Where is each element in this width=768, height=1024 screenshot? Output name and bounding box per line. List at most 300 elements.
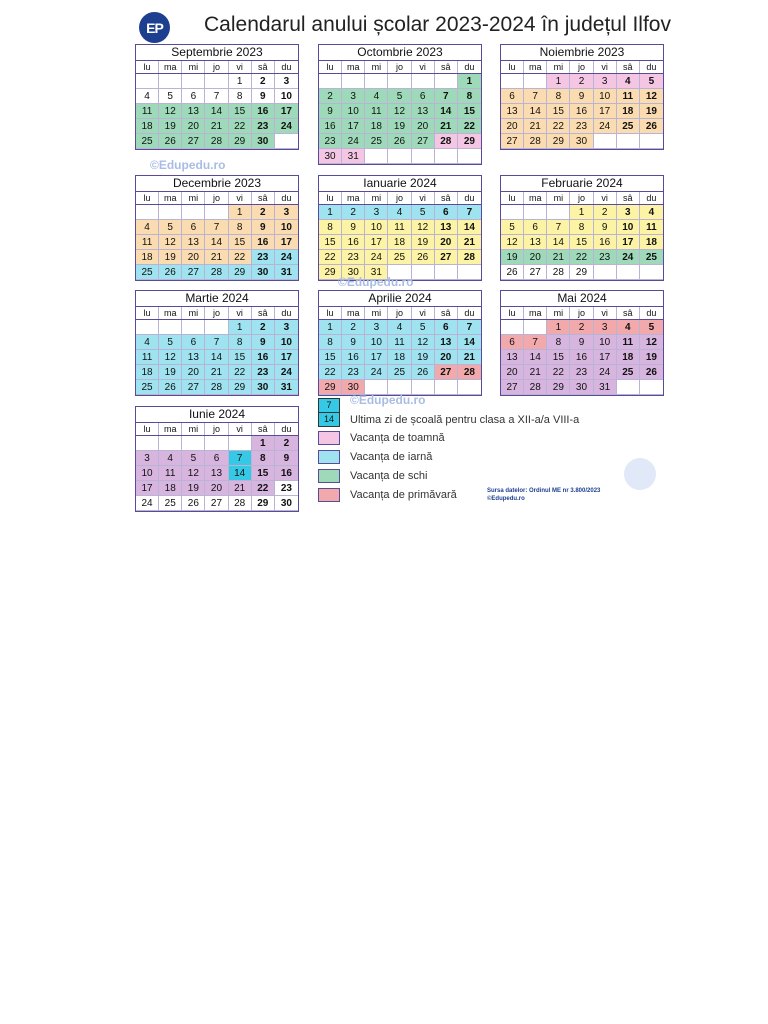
day-cell: 1 — [252, 436, 275, 451]
day-cell: 19 — [388, 119, 411, 134]
day-cell — [182, 320, 205, 335]
weekday-label: lu — [136, 192, 159, 204]
day-cell: 28 — [435, 134, 458, 149]
day-cell: 14 — [458, 220, 481, 235]
day-cell — [458, 149, 481, 164]
day-cell: 23 — [570, 365, 593, 380]
day-cell: 10 — [365, 220, 388, 235]
edupedu-logo: EP — [139, 12, 170, 43]
day-cell: 6 — [501, 335, 524, 350]
weekday-label: ma — [342, 307, 365, 319]
day-cell: 28 — [458, 365, 481, 380]
weekday-label: vi — [412, 61, 435, 73]
day-cell: 6 — [412, 89, 435, 104]
day-cell: 25 — [388, 365, 411, 380]
day-cell: 27 — [435, 250, 458, 265]
day-cell: 21 — [524, 119, 547, 134]
day-cell: 29 — [229, 265, 252, 280]
day-cell: 15 — [319, 235, 342, 250]
day-cell: 21 — [435, 119, 458, 134]
day-cell: 7 — [205, 89, 228, 104]
day-cell: 9 — [594, 220, 617, 235]
day-cell: 28 — [547, 265, 570, 280]
day-cell: 11 — [640, 220, 663, 235]
day-cell: 28 — [524, 380, 547, 395]
page-title: Calendarul anului școlar 2023-2024 în județul Ilfov — [204, 13, 671, 36]
day-cell: 31 — [275, 380, 298, 395]
day-cell: 15 — [252, 466, 275, 481]
legend-autumn: Vacanța de toamnă — [350, 432, 445, 444]
weekday-header — [136, 192, 298, 205]
day-cell — [159, 74, 182, 89]
day-cell: 2 — [342, 320, 365, 335]
day-cell: 16 — [275, 466, 298, 481]
day-cell: 30 — [275, 496, 298, 511]
weekday-label: sâ — [617, 307, 640, 319]
day-cell: 13 — [501, 104, 524, 119]
day-grid — [501, 74, 663, 149]
day-cell: 20 — [412, 119, 435, 134]
weekday-label: ma — [159, 61, 182, 73]
day-cell: 15 — [570, 235, 593, 250]
weekday-label: vi — [229, 423, 252, 435]
day-cell — [617, 380, 640, 395]
day-cell: 27 — [501, 134, 524, 149]
weekday-label: sâ — [435, 307, 458, 319]
day-cell: 26 — [159, 265, 182, 280]
last-day-swatch — [318, 398, 340, 427]
day-cell: 15 — [547, 350, 570, 365]
day-cell: 13 — [412, 104, 435, 119]
day-cell: 23 — [594, 250, 617, 265]
weekday-label: du — [464, 193, 475, 203]
weekday-label: mi — [365, 307, 388, 319]
day-cell — [229, 436, 252, 451]
day-cell: 17 — [275, 104, 298, 119]
day-cell: 19 — [412, 235, 435, 250]
weekday-label: sâ — [617, 61, 640, 73]
day-cell: 23 — [252, 250, 275, 265]
weekday-label: du — [281, 424, 292, 434]
day-cell: 13 — [182, 235, 205, 250]
day-cell: 17 — [342, 119, 365, 134]
day-cell: 8 — [458, 89, 481, 104]
day-cell: 14 — [205, 350, 228, 365]
weekday-label: ma — [524, 307, 547, 319]
source-note — [487, 487, 600, 503]
day-cell: 4 — [136, 220, 159, 235]
day-cell — [136, 205, 159, 220]
day-cell: 29 — [547, 134, 570, 149]
day-cell: 7 — [229, 451, 252, 466]
day-cell: 6 — [182, 335, 205, 350]
weekday-label: mi — [547, 307, 570, 319]
day-cell: 27 — [412, 134, 435, 149]
day-cell: 10 — [594, 89, 617, 104]
day-cell — [275, 134, 298, 149]
day-cell: 30 — [570, 380, 593, 395]
day-cell: 1 — [229, 74, 252, 89]
day-cell: 28 — [524, 134, 547, 149]
day-cell: 18 — [136, 250, 159, 265]
day-cell — [435, 265, 458, 280]
day-cell: 4 — [617, 320, 640, 335]
day-cell: 15 — [229, 104, 252, 119]
day-cell: 30 — [342, 265, 365, 280]
day-cell: 10 — [594, 335, 617, 350]
day-cell: 22 — [319, 250, 342, 265]
day-grid — [136, 74, 298, 149]
day-cell: 16 — [252, 235, 275, 250]
day-cell: 15 — [229, 350, 252, 365]
day-cell — [342, 74, 365, 89]
day-cell — [388, 149, 411, 164]
day-cell: 26 — [412, 365, 435, 380]
day-cell: 7 — [458, 320, 481, 335]
day-grid — [319, 205, 481, 280]
day-cell: 2 — [275, 436, 298, 451]
day-cell — [205, 436, 228, 451]
day-cell: 26 — [159, 380, 182, 395]
month-title: Octombrie 2023 — [319, 45, 481, 61]
day-cell: 26 — [640, 365, 663, 380]
day-cell — [365, 149, 388, 164]
day-cell: 13 — [182, 104, 205, 119]
day-cell: 9 — [252, 220, 275, 235]
day-cell — [640, 134, 663, 149]
day-cell: 2 — [252, 205, 275, 220]
day-cell: 4 — [388, 205, 411, 220]
day-cell: 29 — [229, 134, 252, 149]
day-cell: 10 — [365, 335, 388, 350]
day-cell: 12 — [412, 335, 435, 350]
day-cell: 13 — [205, 466, 228, 481]
weekday-header — [501, 307, 663, 320]
day-cell: 14 — [458, 335, 481, 350]
day-cell: 20 — [182, 250, 205, 265]
day-cell: 24 — [617, 250, 640, 265]
day-cell: 23 — [342, 365, 365, 380]
day-grid — [319, 74, 481, 164]
day-cell: 12 — [159, 350, 182, 365]
day-cell: 22 — [547, 365, 570, 380]
day-cell — [435, 74, 458, 89]
day-cell: 2 — [319, 89, 342, 104]
day-cell: 2 — [594, 205, 617, 220]
day-cell: 14 — [547, 235, 570, 250]
month-march — [135, 290, 299, 396]
day-cell: 27 — [501, 380, 524, 395]
day-cell: 24 — [365, 250, 388, 265]
day-cell: 27 — [524, 265, 547, 280]
weekday-label: lu — [136, 61, 159, 73]
weekday-header — [136, 61, 298, 74]
day-cell: 22 — [229, 250, 252, 265]
day-cell — [136, 436, 159, 451]
legend-spring: Vacanța de primăvară — [350, 489, 457, 501]
day-cell: 19 — [501, 250, 524, 265]
day-cell: 3 — [365, 205, 388, 220]
day-cell — [412, 265, 435, 280]
day-cell: 11 — [388, 335, 411, 350]
day-cell: 8 — [229, 335, 252, 350]
day-cell: 5 — [388, 89, 411, 104]
weekday-label: vi — [229, 307, 252, 319]
day-cell: 3 — [365, 320, 388, 335]
day-cell — [617, 265, 640, 280]
day-cell: 31 — [365, 265, 388, 280]
day-cell: 18 — [365, 119, 388, 134]
day-cell: 7 — [205, 335, 228, 350]
month-april — [318, 290, 482, 396]
weekday-label: jo — [388, 192, 411, 204]
day-cell: 8 — [252, 451, 275, 466]
day-cell: 10 — [136, 466, 159, 481]
day-cell: 26 — [388, 134, 411, 149]
day-cell: 26 — [182, 496, 205, 511]
day-cell: 29 — [229, 380, 252, 395]
day-cell: 6 — [435, 205, 458, 220]
day-cell: 30 — [570, 134, 593, 149]
day-cell — [501, 74, 524, 89]
day-cell: 24 — [275, 365, 298, 380]
weekday-label: ma — [342, 192, 365, 204]
weekday-header — [319, 61, 481, 74]
day-cell: 22 — [570, 250, 593, 265]
day-cell: 30 — [252, 380, 275, 395]
day-cell: 21 — [205, 250, 228, 265]
day-cell: 26 — [412, 250, 435, 265]
weekday-label: lu — [319, 192, 342, 204]
day-cell: 10 — [617, 220, 640, 235]
day-cell: 11 — [159, 466, 182, 481]
weekday-label: mi — [182, 423, 205, 435]
legend-ski: Vacanța de schi — [350, 470, 428, 482]
day-cell: 17 — [594, 350, 617, 365]
weekday-label: sâ — [435, 61, 458, 73]
weekday-label: jo — [205, 423, 228, 435]
weekday-label: sâ — [252, 307, 275, 319]
weekday-label: mi — [365, 192, 388, 204]
weekday-label: du — [646, 62, 657, 72]
weekday-label: vi — [412, 307, 435, 319]
day-cell — [182, 436, 205, 451]
day-cell: 20 — [524, 250, 547, 265]
autumn-swatch — [318, 431, 340, 445]
day-cell: 22 — [458, 119, 481, 134]
day-cell: 26 — [640, 119, 663, 134]
day-cell: 21 — [524, 365, 547, 380]
day-cell: 1 — [319, 205, 342, 220]
last-day-swatch-top: 7 — [319, 399, 339, 413]
day-cell: 18 — [136, 365, 159, 380]
day-cell: 24 — [275, 250, 298, 265]
day-cell: 23 — [319, 134, 342, 149]
weekday-label: mi — [547, 61, 570, 73]
day-cell: 29 — [547, 380, 570, 395]
day-cell: 17 — [594, 104, 617, 119]
day-cell — [159, 205, 182, 220]
day-cell: 5 — [182, 451, 205, 466]
day-cell: 30 — [252, 134, 275, 149]
day-cell: 22 — [229, 119, 252, 134]
day-cell: 29 — [252, 496, 275, 511]
weekday-label: jo — [388, 307, 411, 319]
day-cell: 14 — [524, 104, 547, 119]
day-cell — [524, 74, 547, 89]
day-cell: 9 — [319, 104, 342, 119]
day-cell: 11 — [388, 220, 411, 235]
day-cell: 6 — [435, 320, 458, 335]
day-cell: 1 — [319, 320, 342, 335]
month-title: Mai 2024 — [501, 291, 663, 307]
day-cell: 13 — [435, 335, 458, 350]
day-cell: 28 — [205, 380, 228, 395]
day-grid — [501, 320, 663, 395]
day-cell: 26 — [501, 265, 524, 280]
day-cell: 17 — [136, 481, 159, 496]
day-cell: 14 — [205, 235, 228, 250]
weekday-label: ma — [159, 307, 182, 319]
last-day-swatch-bottom: 14 — [319, 413, 339, 426]
watermark-text: ©Edupedu.ro — [338, 275, 414, 289]
day-grid — [136, 205, 298, 280]
day-cell — [594, 134, 617, 149]
day-cell: 18 — [388, 235, 411, 250]
day-cell: 21 — [458, 350, 481, 365]
day-cell — [458, 265, 481, 280]
day-cell — [159, 436, 182, 451]
day-cell: 4 — [136, 335, 159, 350]
day-cell: 29 — [458, 134, 481, 149]
day-cell: 19 — [412, 350, 435, 365]
day-cell — [435, 149, 458, 164]
day-cell: 1 — [458, 74, 481, 89]
day-cell — [640, 380, 663, 395]
month-october — [318, 44, 482, 165]
day-cell: 7 — [524, 335, 547, 350]
day-cell: 2 — [570, 74, 593, 89]
day-cell: 9 — [570, 335, 593, 350]
weekday-label: sâ — [435, 192, 458, 204]
day-cell: 25 — [640, 250, 663, 265]
weekday-header — [136, 423, 298, 436]
weekday-label: lu — [501, 61, 524, 73]
weekday-label: du — [281, 62, 292, 72]
day-cell: 8 — [547, 89, 570, 104]
winter-swatch — [318, 450, 340, 464]
weekday-label: mi — [182, 192, 205, 204]
month-title: Aprilie 2024 — [319, 291, 481, 307]
day-cell: 14 — [435, 104, 458, 119]
day-cell — [182, 74, 205, 89]
day-cell: 6 — [182, 89, 205, 104]
weekday-label: du — [646, 193, 657, 203]
day-cell: 17 — [275, 235, 298, 250]
month-december — [135, 175, 299, 281]
day-cell: 3 — [275, 320, 298, 335]
day-cell: 21 — [205, 365, 228, 380]
month-title: Ianuarie 2024 — [319, 176, 481, 192]
weekday-label: jo — [570, 61, 593, 73]
day-cell — [319, 74, 342, 89]
day-cell: 15 — [319, 350, 342, 365]
day-cell: 18 — [617, 350, 640, 365]
weekday-label: jo — [388, 61, 411, 73]
day-cell: 12 — [182, 466, 205, 481]
day-grid — [501, 205, 663, 280]
day-cell: 9 — [342, 220, 365, 235]
day-cell: 11 — [617, 89, 640, 104]
day-cell: 9 — [275, 451, 298, 466]
month-may — [500, 290, 664, 396]
watermark-text: ©Edupedu.ro — [150, 158, 226, 172]
weekday-label: lu — [319, 61, 342, 73]
day-cell: 12 — [501, 235, 524, 250]
day-cell: 27 — [182, 134, 205, 149]
day-cell: 16 — [594, 235, 617, 250]
day-cell: 7 — [547, 220, 570, 235]
month-title: Februarie 2024 — [501, 176, 663, 192]
month-title: Iunie 2024 — [136, 407, 298, 423]
weekday-label: ma — [524, 192, 547, 204]
weekday-label: lu — [501, 192, 524, 204]
weekday-label: jo — [570, 192, 593, 204]
day-cell — [136, 74, 159, 89]
day-cell: 29 — [319, 265, 342, 280]
day-cell: 21 — [458, 235, 481, 250]
weekday-label: sâ — [252, 61, 275, 73]
day-cell: 5 — [412, 205, 435, 220]
day-cell: 4 — [159, 451, 182, 466]
day-cell — [617, 134, 640, 149]
weekday-label: sâ — [252, 192, 275, 204]
day-cell — [205, 74, 228, 89]
day-cell — [136, 320, 159, 335]
day-cell: 6 — [501, 89, 524, 104]
day-cell: 24 — [594, 119, 617, 134]
day-cell: 22 — [547, 119, 570, 134]
day-cell: 23 — [252, 365, 275, 380]
day-cell: 21 — [205, 119, 228, 134]
weekday-label: lu — [136, 307, 159, 319]
day-cell: 19 — [159, 365, 182, 380]
weekday-header — [501, 61, 663, 74]
month-september — [135, 44, 299, 150]
weekday-label: mi — [547, 192, 570, 204]
day-cell: 25 — [365, 134, 388, 149]
day-cell: 11 — [617, 335, 640, 350]
day-cell: 8 — [570, 220, 593, 235]
day-cell: 5 — [501, 220, 524, 235]
day-cell: 23 — [342, 250, 365, 265]
watermark-text: ©Edupedu.ro — [350, 393, 426, 407]
day-cell: 18 — [617, 104, 640, 119]
weekday-label: ma — [342, 61, 365, 73]
day-cell — [388, 74, 411, 89]
day-cell: 3 — [342, 89, 365, 104]
day-cell: 24 — [342, 134, 365, 149]
day-cell — [524, 320, 547, 335]
legend-winter: Vacanța de iarnă — [350, 451, 433, 463]
day-cell: 27 — [435, 365, 458, 380]
day-cell: 20 — [501, 119, 524, 134]
month-january — [318, 175, 482, 281]
day-cell: 31 — [342, 149, 365, 164]
day-cell: 4 — [365, 89, 388, 104]
day-cell — [205, 205, 228, 220]
day-cell: 2 — [342, 205, 365, 220]
